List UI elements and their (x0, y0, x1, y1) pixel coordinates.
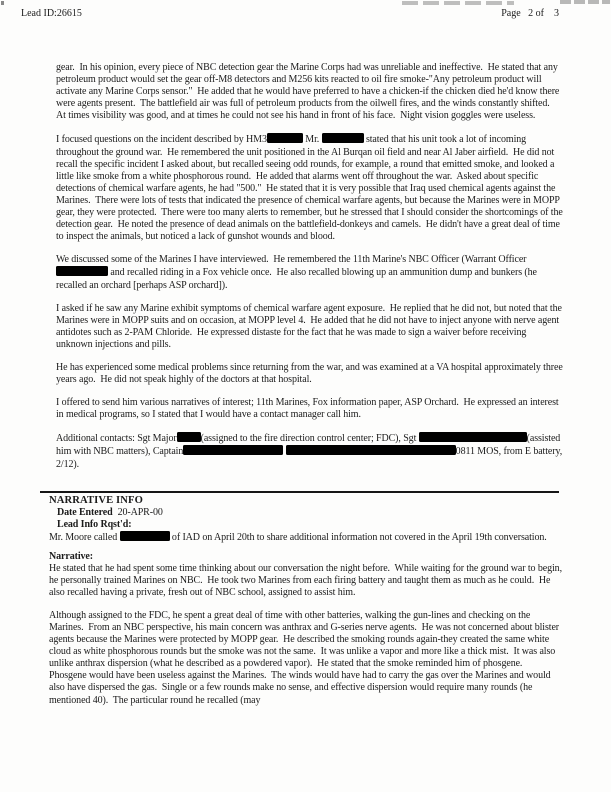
redaction-bar (322, 133, 364, 143)
lead-id-label: Lead ID:26615 (21, 8, 82, 19)
paragraph (56, 254, 563, 291)
redaction-bar (183, 445, 283, 455)
lead-info-label: Lead Info Rqst'd: (57, 519, 132, 531)
text-run: I focused questions on the incident described by HM3 (56, 134, 267, 146)
text-run: Although assigned to the FDC, he spent a great deal of time with other batteries, walking the gun-lines and checking on the Marines. From an NBC perspective, his main concern was anthrax and G-series nerve agents. He was not concerned about blister agents because the Marines were protected by MOPP gear. He described the smoking rounds again-they created the same white cloud as white phosphorous rounds but the smoke was not the same. It was unlike a vapor and more like a thick mist. It was also unlike anthrax dispersion (what he described as a powdered vapor). He stated that the smoke reminded him of phosgene. Phosgene would have been useless against the Marines. The winds would have had to carry the gas over the Marines and would also have dispersed the gas. Single or a few rounds make no sense, and effective dispersion would require many rounds (he mentioned 40). The particular round he recalled (may (49, 609, 562, 706)
date-entered-value: 20-APR-00 (117, 507, 163, 519)
scan-artifact (402, 1, 514, 5)
redaction-bar (286, 445, 456, 455)
paragraph (49, 610, 563, 707)
text-run: Mr. Moore called (49, 532, 120, 544)
text-run: (assisted him with NBC matters), Captain (56, 433, 563, 458)
text-run: 0811 MOS, from E battery, 2/12). (56, 446, 565, 470)
narrative-info-title: NARRATIVE INFO (49, 495, 143, 507)
date-entered-label: Date Entered (57, 507, 113, 519)
document-body (49, 62, 566, 718)
redaction-bar (120, 531, 170, 541)
date-entered-field (57, 507, 563, 519)
text-run: gear. In his opinion, every piece of NBC detection gear the Marine Corps had was unreliable and ineffective. He stated that any petroleum product would set the gear off-M8 detectors and M256 kits reacted to oil fire smoke-"Any petroleum product will activate any Marine Corps sensor." He added that he would have preferred to have a chicken-if the chicken died he'd know there were agents present. The battlefield air was full of petroleum products from the oilwell fires, and the winds constantly shifted. At times visibility was good, and at times he could not see his hand in front of his face. Night vision goggles were useless. (56, 62, 562, 122)
text-run: He has experienced some medical problems since returning from the war, and was examined at a VA hospital approximately three years ago. He did not speak highly of the doctors at that hospital. (56, 361, 566, 386)
redaction-bar (419, 432, 527, 442)
text-run: and recalled riding in a Fox vehicle once. He also recalled blowing up an ammunition dump and bunkers (he recalled an orchard [perhaps ASP orchard]). (56, 267, 540, 291)
section-divider (40, 491, 559, 494)
redaction-bar (56, 266, 108, 276)
paragraph (56, 62, 563, 122)
text-run: of IAD on April 20th to share additional information not covered in the April 19th conversation. (169, 532, 547, 544)
paragraph (56, 397, 563, 421)
scan-artifact (560, 0, 610, 4)
text-run: Mr. (302, 134, 322, 146)
paragraph (56, 432, 563, 470)
interview-report-section (56, 62, 566, 471)
paragraph (49, 563, 563, 599)
redaction-bar (177, 432, 201, 442)
narrative-text (49, 563, 563, 707)
paragraph (56, 303, 563, 351)
text-run: He stated that he had spent some time thinking about our conversation the night before. While waiting for the ground war to begin, he personally trained Marines on NBC. He took two Marines from each firing battery and taught them as much as he could. He also recalled having a private, fresh out of NBC school, assigned to assist him. (49, 562, 565, 598)
narrative-info-section (49, 491, 563, 707)
redaction-bar (267, 133, 303, 143)
paragraph (56, 133, 566, 243)
page-number-label: Page 2 of 3 (501, 8, 559, 19)
text-run: I offered to send him various narratives of interest; 11th Marines, Fox information paper, ASP Orchard. He expressed an interest in medical programs, so I stated that I would have a contact manager call him. (56, 397, 561, 421)
text-run: (assigned to the fire direction control center; FDC), Sgt (200, 433, 419, 445)
text-run: stated that his unit took a lot of incoming throughout the ground war. He remembered the unit positioned in the Al Burqan oil field and near Al Jaber airfield. He did not recall the specific incident I asked about, but recalled seeing odd rounds, for example, a round that emitted smoke, and looked a little like smoke from a white phosphorous round. He added that alarms went off throughout the war. Asked about specific detections of chemical warfare agents, he had "500." He stated that it is very possible that Iraq used chemical agents against the Marines. There were lots of tests that indicated the presence of chemical warfare agents, but because the Marines were in MOPP gear, they were protected. There were too many alerts to remember, but he stressed that I should consider the shortcomings of the detection gear. He noted the presence of dead animals on the battlefield-donkeys and camels. He didn't have a great deal of time to inspect the animals, but noticed a lack of gunshot wounds and blood. (56, 134, 566, 243)
paragraph (56, 361, 566, 386)
text-run: Additional contacts: Sgt Major (56, 433, 177, 445)
text-run: We discussed some of the Marines I have interviewed. He remembered the 11th Marine's NBC Officer (Warrant Officer (56, 254, 527, 266)
narrative-label: Narrative: (49, 550, 93, 562)
lead-info-field (57, 519, 563, 531)
text-run: I asked if he saw any Marine exhibit symptoms of chemical warfare agent exposure. He replied that he did not, but noted that the Marines were in MOPP suits and on occasion, at MOPP level 4. He added that he did not have to inject anyone with nerve agent antidotes such as 2-PAM Chloride. He expressed distaste for the fact that he was made to sign a waiver before receiving unknown injections and pills. (56, 302, 565, 350)
paragraph (49, 531, 563, 544)
scan-artifact (1, 1, 4, 5)
lead-info-text (49, 531, 563, 544)
